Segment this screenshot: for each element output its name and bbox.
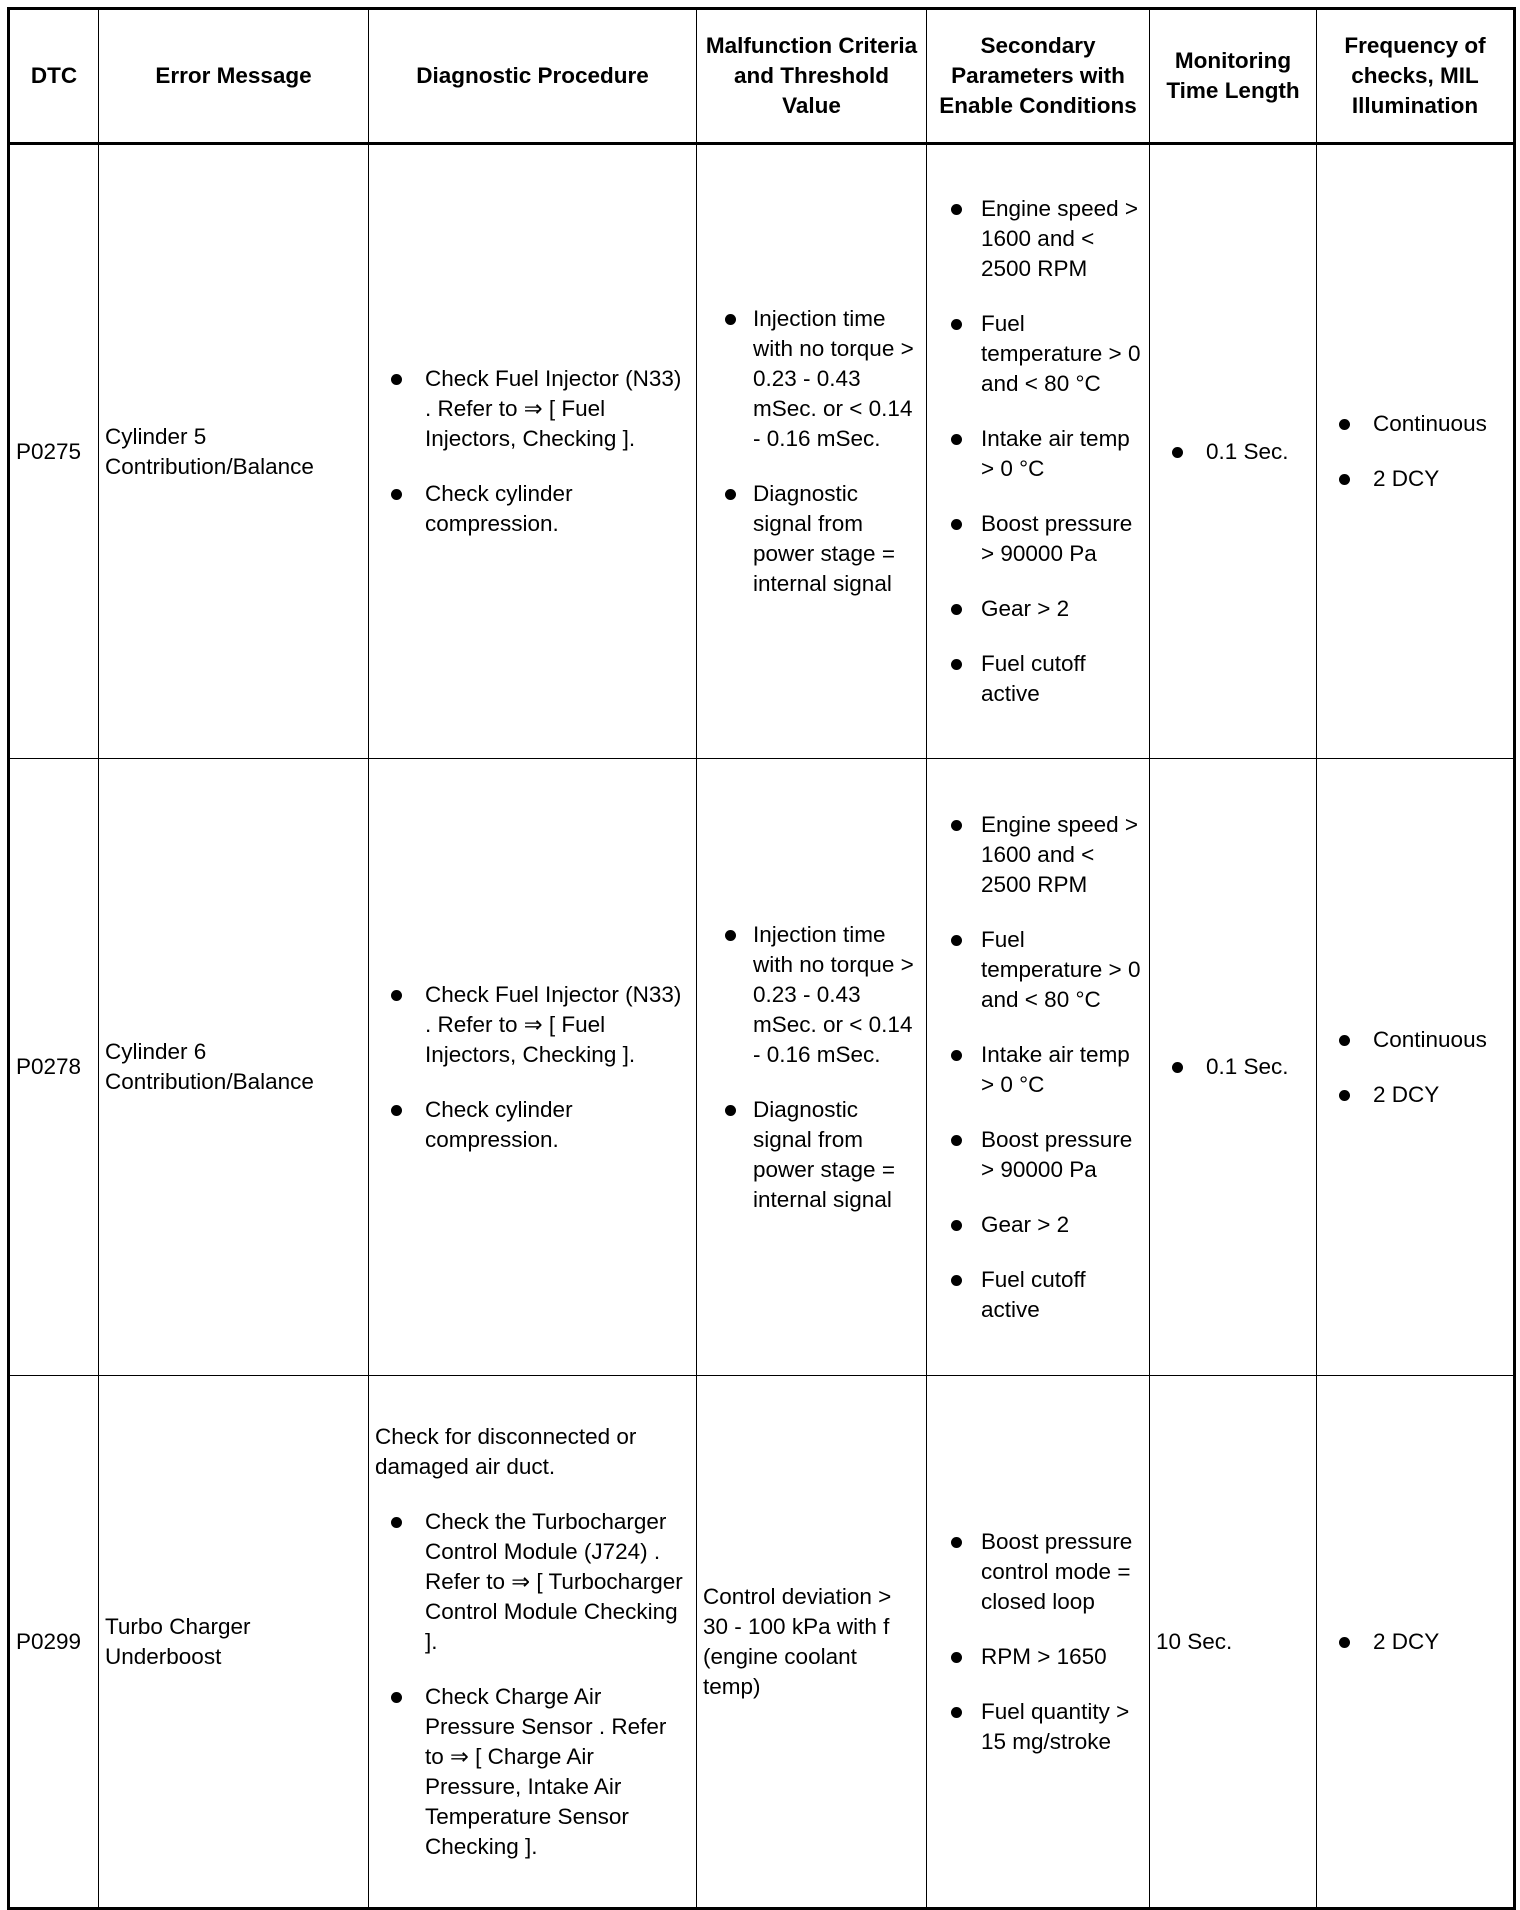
header-malfunction-criteria: Malfunction Criteria and Threshold Value <box>697 9 927 144</box>
secondary-item: Boost pressure > 90000 Pa <box>933 1125 1143 1185</box>
header-monitoring-time: Monitoring Time Length <box>1150 9 1317 144</box>
header-dtc: DTC <box>9 9 99 144</box>
secondary-parameters <box>927 144 1150 759</box>
header-diagnostic-procedure: Diagnostic Procedure <box>369 9 697 144</box>
procedure-item: Check cylinder compression. <box>375 1095 690 1155</box>
frequency <box>1317 759 1515 1376</box>
secondary-item: Gear > 2 <box>933 594 1143 624</box>
secondary-item: Boost pressure control mode = closed loop <box>933 1527 1143 1617</box>
procedure-intro: Check for disconnected or damaged air duct. <box>375 1423 637 1479</box>
secondary-item: Gear > 2 <box>933 1210 1143 1240</box>
frequency <box>1317 1376 1515 1909</box>
table-row <box>9 1376 1515 1909</box>
dtc-code: P0299 <box>9 1376 99 1909</box>
criteria-item: Injection time with no torque > 0.23 - 0.43 mSec. or < 0.14 - 0.16 mSec. <box>703 304 920 454</box>
secondary-item: Fuel cutoff active <box>933 649 1143 709</box>
procedure-item: Check Fuel Injector (N33) . Refer to ⇒ [ Fuel Injectors, Checking ]. <box>375 980 690 1070</box>
malfunction-criteria <box>697 144 927 759</box>
secondary-item: Boost pressure > 90000 Pa <box>933 509 1143 569</box>
diagnostic-procedure <box>369 144 697 759</box>
header-frequency: Frequency of checks, MIL Illumination <box>1317 9 1515 144</box>
secondary-item: Fuel quantity > 15 mg/stroke <box>933 1697 1143 1757</box>
frequency-item: 2 DCY <box>1323 1080 1507 1110</box>
procedure-item: Check the Turbocharger Control Module (J724) . Refer to ⇒ [ Turbocharger Control Module Checking ]. <box>375 1507 690 1657</box>
secondary-parameters <box>927 759 1150 1376</box>
criteria-item: Diagnostic signal from power stage = internal signal <box>703 479 920 599</box>
frequency <box>1317 144 1515 759</box>
secondary-item: Fuel temperature > 0 and < 80 °C <box>933 925 1143 1015</box>
frequency-item: Continuous <box>1323 409 1507 439</box>
frequency-item: 2 DCY <box>1323 464 1507 494</box>
dtc-code: P0275 <box>9 144 99 759</box>
criteria-item: Injection time with no torque > 0.23 - 0.43 mSec. or < 0.14 - 0.16 mSec. <box>703 920 920 1070</box>
table-header <box>9 9 1515 144</box>
monitoring-item: 0.1 Sec. <box>1156 437 1310 467</box>
monitoring-time <box>1150 759 1317 1376</box>
dtc-table <box>7 7 1516 1910</box>
secondary-parameters <box>927 1376 1150 1909</box>
error-message: Cylinder 5 Contribution/Balance <box>99 144 369 759</box>
frequency-item: 2 DCY <box>1323 1627 1507 1657</box>
secondary-item: RPM > 1650 <box>933 1642 1143 1672</box>
procedure-item: Check Fuel Injector (N33) . Refer to ⇒ [ Fuel Injectors, Checking ]. <box>375 364 690 454</box>
secondary-item: Intake air temp > 0 °C <box>933 424 1143 484</box>
secondary-item: Engine speed > 1600 and < 2500 RPM <box>933 194 1143 284</box>
header-secondary-parameters: Secondary Parameters with Enable Conditions <box>927 9 1150 144</box>
frequency-item: Continuous <box>1323 1025 1507 1055</box>
diagnostic-procedure <box>369 759 697 1376</box>
secondary-item: Engine speed > 1600 and < 2500 RPM <box>933 810 1143 900</box>
malfunction-criteria <box>697 759 927 1376</box>
diagnostic-procedure <box>369 1376 697 1909</box>
monitoring-item: 0.1 Sec. <box>1156 1052 1310 1082</box>
procedure-item: Check cylinder compression. <box>375 479 690 539</box>
procedure-item: Check Charge Air Pressure Sensor . Refer to ⇒ [ Charge Air Pressure, Intake Air Temperature Sensor Checking ]. <box>375 1682 690 1862</box>
table-row <box>9 759 1515 1376</box>
header-error-message: Error Message <box>99 9 369 144</box>
monitoring-time: 10 Sec. <box>1150 1376 1317 1909</box>
error-message: Cylinder 6 Contribution/Balance <box>99 759 369 1376</box>
dtc-code: P0278 <box>9 759 99 1376</box>
table-row <box>9 144 1515 759</box>
secondary-item: Fuel temperature > 0 and < 80 °C <box>933 309 1143 399</box>
secondary-item: Fuel cutoff active <box>933 1265 1143 1325</box>
criteria-item: Diagnostic signal from power stage = internal signal <box>703 1095 920 1215</box>
error-message: Turbo Charger Underboost <box>99 1376 369 1909</box>
malfunction-criteria: Control deviation > 30 - 100 kPa with f (engine coolant temp) <box>697 1376 927 1909</box>
secondary-item: Intake air temp > 0 °C <box>933 1040 1143 1100</box>
monitoring-time <box>1150 144 1317 759</box>
